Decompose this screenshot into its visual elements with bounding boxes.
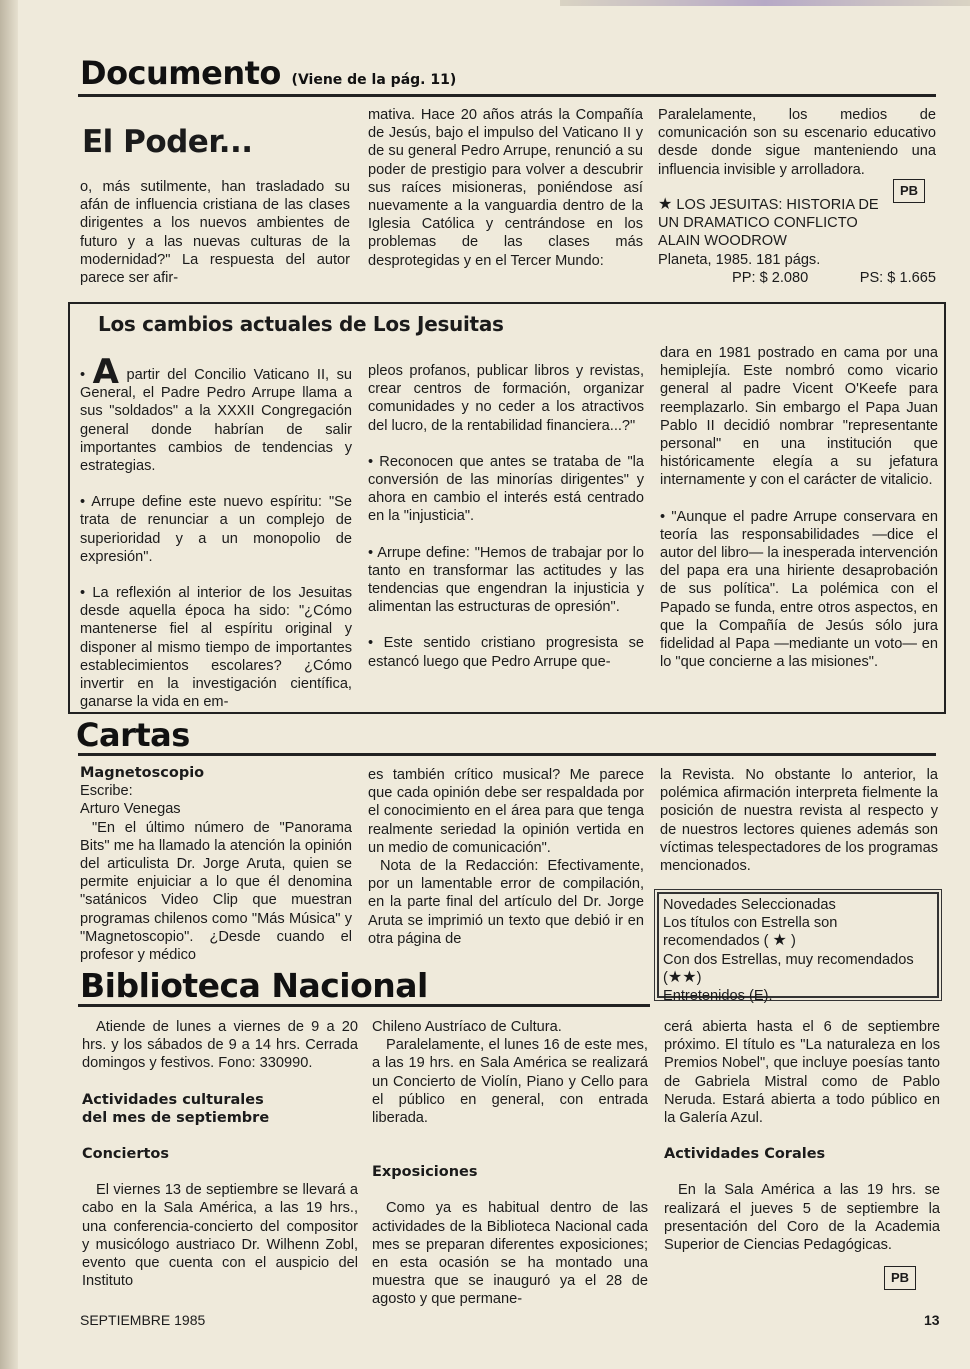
article-headline: El Poder... bbox=[82, 124, 253, 160]
documento-column-2 bbox=[368, 106, 643, 270]
novedades-line-1 bbox=[663, 914, 933, 950]
biblioteca-col2-p1: Chileno Austríaco de Cultura. bbox=[372, 1019, 562, 1035]
book-title-line-1 bbox=[658, 196, 936, 214]
book-author: ALAIN WOODROW bbox=[658, 233, 787, 250]
cartas-column-1 bbox=[80, 764, 352, 964]
cartas-col1-text: "En el último número de "Panorama Bits" me ha llamado la atención la opinión del articulista Dr. Jorge Aruta, quien se permite enjuiciar a lo que él denomina "satánicos Video Clip que muestran programas chilenos como "Más Música" y "Magnetoscopio". ¿Desde cuando el profesor y médico bbox=[80, 819, 352, 964]
jesuitas-col1-p2: • Arrupe define este nuevo espíritu: "Se trata de renunciar a un complejo de superioridad y a un monopolio de expresión". bbox=[80, 494, 352, 565]
heading-conciertos: Conciertos bbox=[82, 1146, 169, 1163]
novedades-line-1-text: Los títulos con Estrella son recomendados ( bbox=[663, 915, 838, 950]
biblioteca-column-2 bbox=[372, 1018, 648, 1309]
book-title-1: LOS JESUITAS: HISTORIA DE bbox=[676, 197, 879, 213]
book-publisher: Planeta, 1985. 181 págs. bbox=[658, 251, 821, 268]
jesuitas-column-1 bbox=[80, 352, 352, 711]
documento-col3-text: Paralelamente, los medios de comunicación son su escenario educativo desde donde sigue manteniendo una influencia invisible y arrolladora. bbox=[658, 107, 936, 178]
star-icon: ★ bbox=[772, 932, 787, 950]
cartas-escribe: Escribe: bbox=[80, 783, 133, 800]
book-price-ps: PS: $ 1.665 bbox=[859, 269, 936, 286]
documento-col2-text: mativa. Hace 20 años atrás la Compañía de Jesús, bajo el impulso del Vaticano II y de su general Pedro Arrupe, renunció a su poder de prestigio para volver a descubrir sus raíces misioneras, poniéndose así nuevamente a la vanguardia dentro de la Iglesia Católica y centrándose en los problemas de las clases más desprotegidas y en el Tercer Mundo: bbox=[368, 107, 643, 269]
pb-signature: PB bbox=[893, 179, 925, 203]
biblioteca-col1-p1: Atiende de lunes a viernes de 9 a 20 hrs. y los sábados de 9 a 14 hrs. Cerrada domingos y festivos. Fono: 330990. bbox=[82, 1019, 358, 1072]
jesuitas-col2-p2: • Reconocen que antes se trataba de "la conversión de las minorías dirigentes" y ahora en cambio el interés está centrado en la "injusticia". bbox=[368, 453, 644, 525]
biblioteca-col3-p2: En la Sala América a las 19 hrs. se realizará el jueves 5 de septiembre la presentación del Coro de la Academia Superior de Ciencias Pedagógicas. bbox=[664, 1182, 940, 1254]
novedades-line-2-end: ) bbox=[696, 969, 702, 986]
documento-col1-text: o, más sutilmente, han trasladado su afán de influencia cristiana de las clases dirigentes a los nuevos ambientes de futuro y a las nuevas culturas de la modernidad?" La respuesta del autor parece ser afir- bbox=[80, 179, 350, 287]
footer-date: SEPTIEMBRE 1985 bbox=[80, 1312, 206, 1328]
drop-cap: A bbox=[92, 352, 119, 392]
heading-actividades: Actividades culturales del mes de septiembre bbox=[82, 1091, 270, 1126]
heading-corales: Actividades Corales bbox=[664, 1146, 826, 1163]
page-number: 13 bbox=[924, 1312, 940, 1328]
cartas-column-3 bbox=[660, 766, 938, 875]
heading-exposiciones: Exposiciones bbox=[372, 1164, 478, 1181]
novedades-line-1-end: ) bbox=[790, 933, 796, 950]
cartas-heading: Magnetoscopio bbox=[80, 765, 205, 781]
cartas-col2-p2: Nota de la Redacción: Efectivamente, por un lamentable error de compilación, en la parte final del artículo del Dr. Jorge Aruta se imprimió un texto que debió ir en otra página de bbox=[368, 858, 644, 947]
book-prices bbox=[658, 269, 936, 287]
cartas-column-2 bbox=[368, 766, 644, 948]
novedades-box bbox=[657, 892, 939, 1005]
jesuitas-col2-p4: • Este sentido cristiano progresista se estancó luego que Pedro Arrupe que- bbox=[368, 635, 644, 670]
jesuitas-col2-p1: pleos profanos, publicar libros y revistas, crear centros de formación, organizar comunidades y no ceder a los atractivos del lucro, de la rentabilidad financiera...?" bbox=[368, 363, 644, 434]
documento-column-3 bbox=[658, 106, 936, 179]
documento-rule bbox=[78, 94, 936, 97]
biblioteca-column-1 bbox=[82, 1018, 358, 1290]
documento-column-1 bbox=[80, 178, 350, 287]
book-details bbox=[658, 196, 936, 287]
documento-continued-text: (Viene de la pág. 11) bbox=[291, 72, 457, 88]
jesuitas-col1-p3: • La reflexión al interior de los Jesuitas desde aquella época ha sido: "¿Cómo mantenerse fiel al espíritu original y disponer al mismo tiempo de importantes establecimientos escolares? ¿Cómo invertir en la investigación científica, ganarse la vida en em- bbox=[80, 585, 352, 711]
page-top-edge bbox=[560, 0, 970, 6]
biblioteca-col2-p2: Paralelamente, el lunes 16 de este mes, a las 19 hrs. en Sala América se realizará un Concierto de Violín, Piano y Cello para el público en general, con entrada liberada. bbox=[372, 1037, 648, 1127]
jesuitas-col1-p1-text: partir del Concilio Vaticano II, su General, el Padre Pedro Arrupe llama a sus "soldados" a la XXXII Congregación general donde habrían de salir importantes cambios de tendencias y estrategias. bbox=[80, 367, 352, 475]
page-binding-shadow bbox=[0, 0, 18, 1369]
cartas-col3-text: la Revista. No obstante lo anterior, la polémica afirmación interpreta fielmente la posición de nuestra revista al respecto y de nuestros lectores quienes además son víctimas telespectadores de los programas mencionados. bbox=[660, 767, 938, 875]
book-price-pp: PP: $ 2.080 bbox=[732, 269, 809, 286]
jesuitas-col3-p2: • "Aunque el padre Arrupe conservara en teoría las responsabilidades —dice el autor del libro— la inesperada intervención del papa era una hiriente desaprobación de sus política". La polémica con el Papado se funda, entre otros aspectos, en que la Compañía de Jesús sólo jura fidelidad al Papa —mediante un voto— en lo "que concierne a las misiones". bbox=[660, 508, 938, 671]
jesuitas-col2-p3: • Arrupe define: "Hemos de trabajar por lo tanto en transformar las actitudes y las tendencias que engendran la injusticia y alimentan las estructuras de opresión". bbox=[368, 544, 644, 616]
documento-title-text: Documento bbox=[80, 54, 281, 92]
novedades-line-2-text: Con dos Estrellas, muy recomendados ( bbox=[663, 951, 914, 986]
biblioteca-column-3 bbox=[664, 1018, 940, 1254]
novedades-title: Novedades Seleccionadas bbox=[663, 897, 836, 913]
biblioteca-col3-p1: cerá abierta hasta el 6 de septiembre próximo. El título es "La naturaleza en los Premios Nobel", que incluye poesías tanto de Gabriela Mistral como de Pablo Neruda. Estará abierta a todo público en la Galería Azul. bbox=[664, 1019, 940, 1127]
cartas-col2-p1: es también crítico musical? Me parece que cada opinión debe ser respaldada por el conocimiento en el área para que tenga realmente seriedad la opinión vertida en un medio de comunicación". bbox=[368, 767, 644, 856]
section-title-cartas: Cartas bbox=[76, 716, 190, 754]
jesuitas-col3-p1: dara en 1981 postrado en cama por una hemiplejía. Este nombró como vicario general al padre Vicent O'Keefe para reemplazarlo. Sin embargo el Papa Juan Pablo II decidió nombrar "representante personal" en una institución que históricamente elegía a su jefatura internamente y con el carácter de vitalicio. bbox=[660, 345, 938, 489]
novedades-line-2 bbox=[663, 951, 933, 987]
jesuitas-col1-p1: • A partir del Concilio Vaticano II, su General, el Padre Pedro Arrupe llama a sus "soldados" a la XXXII Congregación general donde habrían de salir importantes cambios de tendencias y estrategias. bbox=[80, 352, 352, 475]
biblioteca-col1-p2: El viernes 13 de septiembre se llevará a cabo en la Sala América, a las 19 hrs., una conferencia-concierto del compositor y musicólogo austriaco Dr. Wilhenn Zobl, evento que cuenta con el auspicio del Instituto bbox=[82, 1182, 358, 1290]
section-title-biblioteca: Biblioteca Nacional bbox=[80, 966, 428, 1005]
two-stars-icon: ★★ bbox=[667, 968, 697, 986]
star-icon: ★ bbox=[658, 196, 673, 213]
biblioteca-col2-p3: Como ya es habitual dentro de las actividades de la Biblioteca Nacional cada mes se preparan diferentes exposiciones; en esta ocasión se ha montado una muestra que se inauguró ya el 28 de agosto y que permane- bbox=[372, 1200, 648, 1308]
section-title-documento bbox=[80, 54, 456, 92]
novedades-line-3: Entretenidos (E). bbox=[663, 988, 773, 1005]
cartas-rule bbox=[78, 753, 936, 756]
jesuitas-box-title: Los cambios actuales de Los Jesuitas bbox=[98, 312, 504, 336]
cartas-author: Arturo Venegas bbox=[80, 801, 181, 818]
jesuitas-column-2 bbox=[368, 362, 644, 671]
pb-signature-biblioteca: PB bbox=[884, 1266, 916, 1290]
book-title-line-2: UN DRAMATICO CONFLICTO bbox=[658, 215, 858, 232]
biblioteca-rule bbox=[78, 1004, 650, 1007]
jesuitas-column-3 bbox=[660, 344, 938, 671]
